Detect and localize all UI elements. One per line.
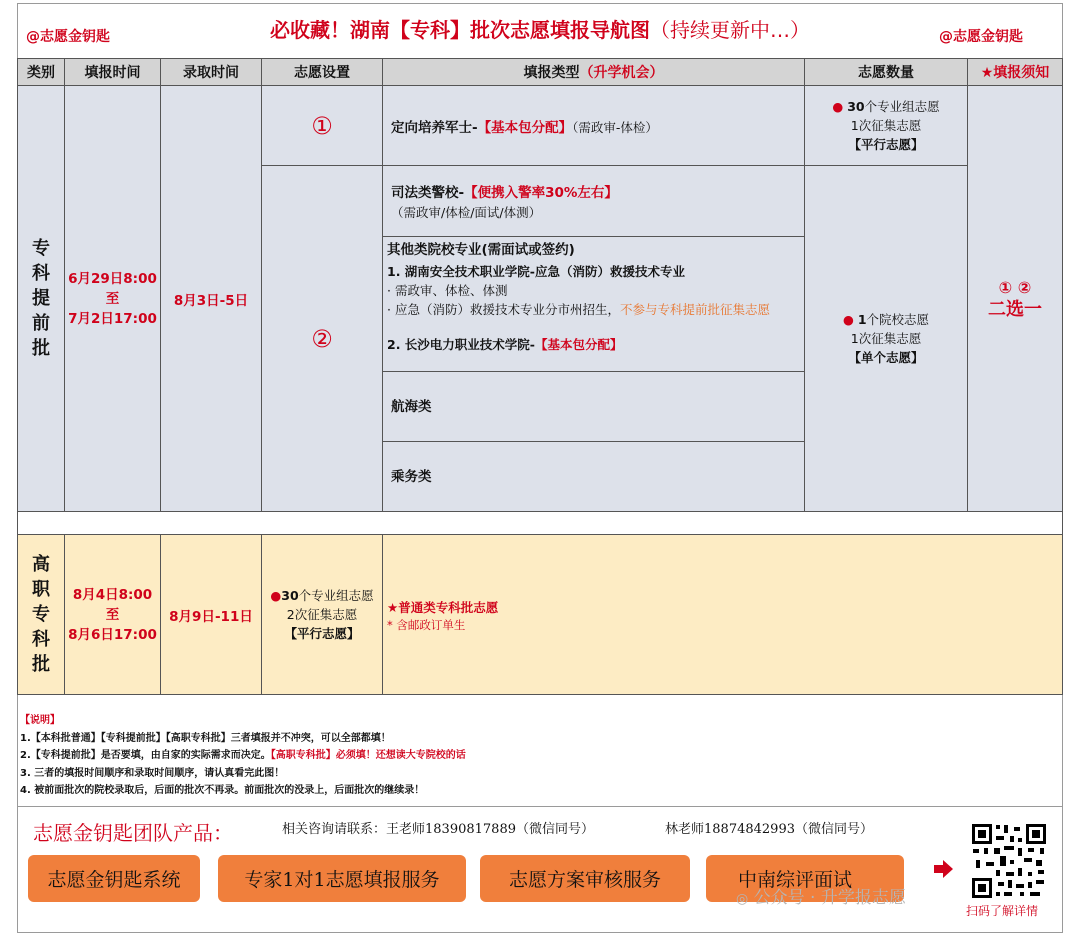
military-note: （需政审-体检） [572,120,658,135]
wechat-icon: ◎ [736,891,749,907]
q2-unit: 个院校志愿 [866,312,930,327]
type-military [382,85,805,166]
header-slot: 志愿设置 [261,58,383,86]
notice-cell [967,85,1063,512]
type-maritime: 航海类 [382,371,805,442]
hq-collect: 2次征集志愿 [286,607,358,622]
fill-time-end: 8月6日17:00 [68,626,157,643]
hq-mode: 【平行志愿】 [284,626,360,641]
police-note: （需政审/体检/面试/体测） [391,205,542,220]
type-police [382,165,805,237]
char: 批 [32,338,50,359]
header-type-label: 填报类型 [523,65,580,81]
q2-num: 1 [857,312,867,327]
contact-1: 相关咨询请联系：王老师18390817889（微信同号） [282,822,594,837]
fill-time-end: 7月2日17:00 [68,310,157,327]
other-item-1c: 不参与专科提前批征集志愿 [619,302,770,317]
higher-fill-time [64,534,161,695]
police-name: 司法类警校- [391,185,465,201]
other-head: 其他类院校专业(需面试或签约) [387,242,575,258]
header-admit-time: 录取时间 [160,58,262,86]
char: 科 [32,629,50,650]
fill-time-to: 至 [105,290,120,307]
other-item-1a: · 需政审、体检、体测 [387,283,508,298]
notice-options: ① ② [998,277,1032,297]
char: 专 [32,238,50,259]
higher-type [382,534,1063,695]
watermark [736,883,906,908]
note-3: 3. 三者的填报时间顺序和录取时间顺序，请认真看完此图！ [20,767,285,779]
note-2a: 2.【专科提前批】是否要填，由自家的实际需求而决定。 [20,750,271,761]
key-system-button[interactable]: 志愿金钥匙系统 [28,855,200,902]
fill-time-start: 8月4日8:00 [72,586,153,603]
char: 批 [32,654,50,675]
arrow-right-icon [932,858,954,880]
header-fill-time: 填报时间 [64,58,161,86]
fill-time-start: 6月29日8:00 [68,270,157,287]
char: 高 [32,554,50,575]
header-notice: ★填报须知 [967,58,1063,86]
notice-choose: 二选一 [988,298,1042,320]
q2-mode: 【单个志愿】 [848,350,924,365]
type-crew: 乘务类 [382,441,805,512]
higher-quantity: ●30个专业组志愿 2次征集志愿 【平行志愿】 [261,534,383,695]
contact-2: 林老师18874842993（微信同号） [665,822,873,837]
q1-mode: 【平行志愿】 [848,137,924,152]
char: 职 [32,579,50,600]
police-tag: 【便携入警率30%左右】 [464,185,618,201]
higher-type-note: * 含邮政订单生 [387,618,466,632]
early-admit-time: 8月3日-5日 [160,85,262,512]
note-4: 4. 被前面批次的院校录取后，后面的批次不再录。前面批次的没录上，后面批次的继续录！ [20,785,425,796]
slot-one: ① [261,85,383,166]
quantity-two: ● 1个院校志愿 1次征集志愿 【单个志愿】 [804,165,968,512]
header-type-sub: （升学机会） [579,65,664,81]
brand-left: @志愿金钥匙 [26,29,110,45]
early-category [17,85,65,512]
brand-right: @志愿金钥匙 [939,29,1023,45]
q1-num: 30 [847,99,865,114]
type-other [382,236,805,372]
other-item-2-tag: 【基本包分配】 [535,337,623,352]
higher-admit-time: 8月9日-11日 [160,534,262,695]
page-title [0,14,1080,43]
qr-code-icon [970,822,1048,900]
expert-service-button[interactable]: 专家1对1志愿填报服务 [218,855,466,902]
higher-category [17,534,65,695]
header-category: 类别 [17,58,65,86]
other-item-2: 2. 长沙电力职业技术学院- [387,337,535,352]
slot-two: ② [261,165,383,512]
fill-time-to: 至 [105,606,120,623]
military-name: 定向培养军士- [391,120,478,136]
early-category-text [30,236,52,361]
plan-review-button[interactable]: 志愿方案审核服务 [480,855,690,902]
higher-category-text [30,552,52,677]
military-tag: 【基本包分配】 [477,120,573,136]
note-1: 1.【本科批普通】【专科提前批】【高职专科批】三者填报并不冲突，可以全部都填！ [20,732,391,744]
q1-unit: 个专业组志愿 [864,99,940,114]
quantity-one: ● 30个专业组志愿 1次征集志愿 【平行志愿】 [804,85,968,166]
qr-code[interactable] [970,822,1048,900]
other-item-1: 1. 湖南安全技术职业学院-应急（消防）救援技术专业 [387,264,685,279]
header-type [382,58,805,86]
q2-collect: 1次征集志愿 [850,331,922,346]
interview-button[interactable]: 中南综评面试 [706,855,904,902]
char: 专 [32,604,50,625]
q1-collect: 1次征集志愿 [850,118,922,133]
early-fill-time [64,85,161,512]
char: 科 [32,263,50,284]
other-item-1b: · 应急（消防）救援技术专业分市州招生， [387,302,620,317]
note-2b: 【高职专科批】必须填！还想读大专院校的话 [270,750,466,761]
watermark-text: 公众号 · 升学报志愿 [753,888,906,908]
scan-label: 扫码了解详情 [966,904,1039,918]
team-label: 志愿金钥匙团队产品： [33,821,233,845]
title-main: 必收藏！湖南【专科】批次志愿填报导航图 [270,18,650,42]
higher-type-label: ★普通类专科批志愿 [387,600,499,615]
notes-head: 【说明】 [20,715,60,726]
header-quantity: 志愿数量 [804,58,968,86]
hq-num: 30 [281,588,299,603]
char: 提 [32,288,50,309]
title-suffix: （持续更新中…） [650,18,810,42]
hq-unit: 个专业组志愿 [298,588,374,603]
notes-block [20,712,466,800]
char: 前 [32,313,50,334]
spacer-row [17,511,1063,535]
divider [17,806,1063,807]
